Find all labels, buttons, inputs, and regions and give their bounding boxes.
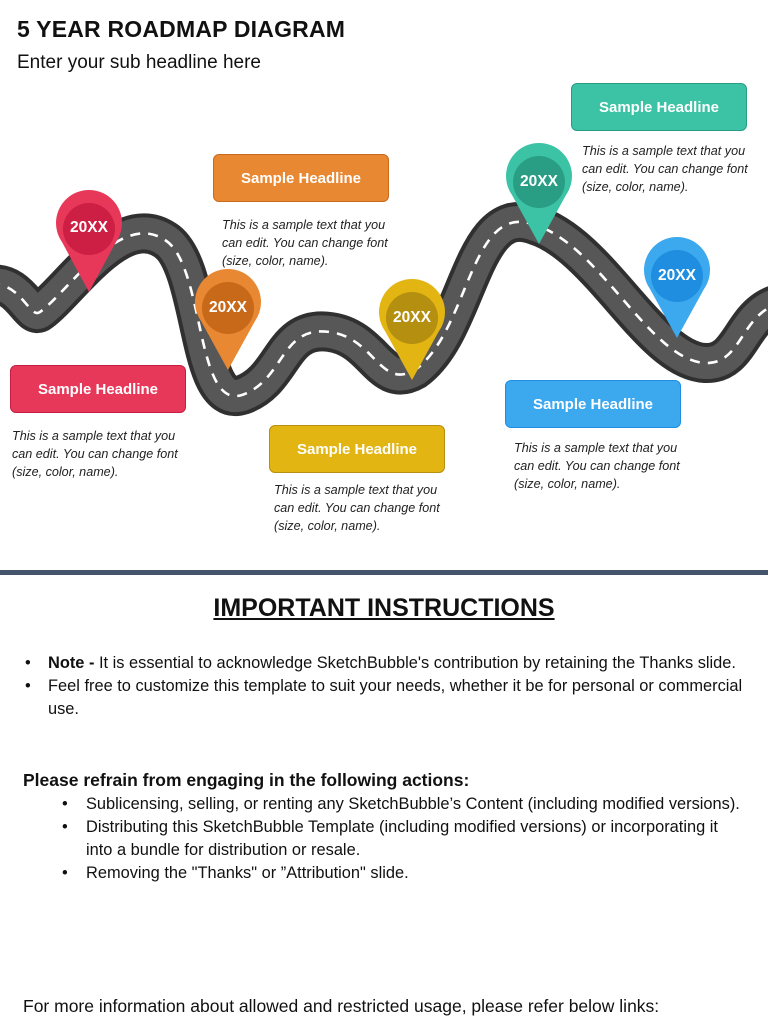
restricted-actions-list — [62, 793, 742, 885]
headline-box-3: Sample Headline — [269, 425, 445, 473]
restricted-action-item: • Removing the "Thanks" or ”Attribution" slide. — [62, 862, 742, 885]
milestone-text-2: This is a sample text that you can edit. You can change font (size, color, name). — [222, 218, 388, 268]
refrain-heading: Please refrain from engaging in the following actions: — [23, 770, 470, 790]
instructions-notes — [23, 652, 743, 721]
more-info-text: For more information about allowed and restricted usage, please refer below links: — [23, 996, 660, 1016]
section-divider — [0, 570, 768, 575]
pin-year-2: 20XX — [209, 299, 247, 316]
note-text: It is essential to acknowledge SketchBubble's contribution by retaining the Thanks slide. — [94, 654, 736, 672]
note-label: Note - — [48, 654, 95, 672]
restricted-action-item: • Sublicensing, selling, or renting any SketchBubble’s Content (including modified versions). — [62, 793, 742, 816]
restricted-action-item: • Distributing this SketchBubble Template (including modified versions) or incorporating it into a bundle for distribution or resale. — [62, 816, 742, 862]
headline-box-2: Sample Headline — [213, 154, 389, 202]
milestone-text-3: This is a sample text that you can edit. You can change font (size, color, name). — [274, 483, 440, 533]
milestone-text-1: This is a sample text that you can edit. You can change font (size, color, name). — [12, 429, 178, 479]
customize-bullet: • Feel free to customize this template to suit your needs, whether it be for personal or commercial use. — [23, 675, 743, 721]
milestone-text-5: This is a sample text that you can edit. You can change font (size, color, name). — [514, 441, 680, 491]
headline-box-1: Sample Headline — [10, 365, 186, 413]
pin-year-3: 20XX — [393, 309, 431, 326]
instructions-title: IMPORTANT INSTRUCTIONS — [213, 594, 555, 622]
note-bullet — [23, 652, 743, 675]
headline-box-4: Sample Headline — [571, 83, 747, 131]
slide-title: 5 YEAR ROADMAP DIAGRAM — [17, 16, 346, 42]
pin-year-1: 20XX — [70, 219, 108, 236]
milestone-text-4: This is a sample text that you can edit. You can change font (size, color, name). — [582, 144, 748, 194]
slide-subtitle: Enter your sub headline here — [17, 52, 261, 73]
headline-box-5: Sample Headline — [505, 380, 681, 428]
pin-year-4: 20XX — [520, 173, 558, 190]
pin-year-5: 20XX — [658, 267, 696, 284]
